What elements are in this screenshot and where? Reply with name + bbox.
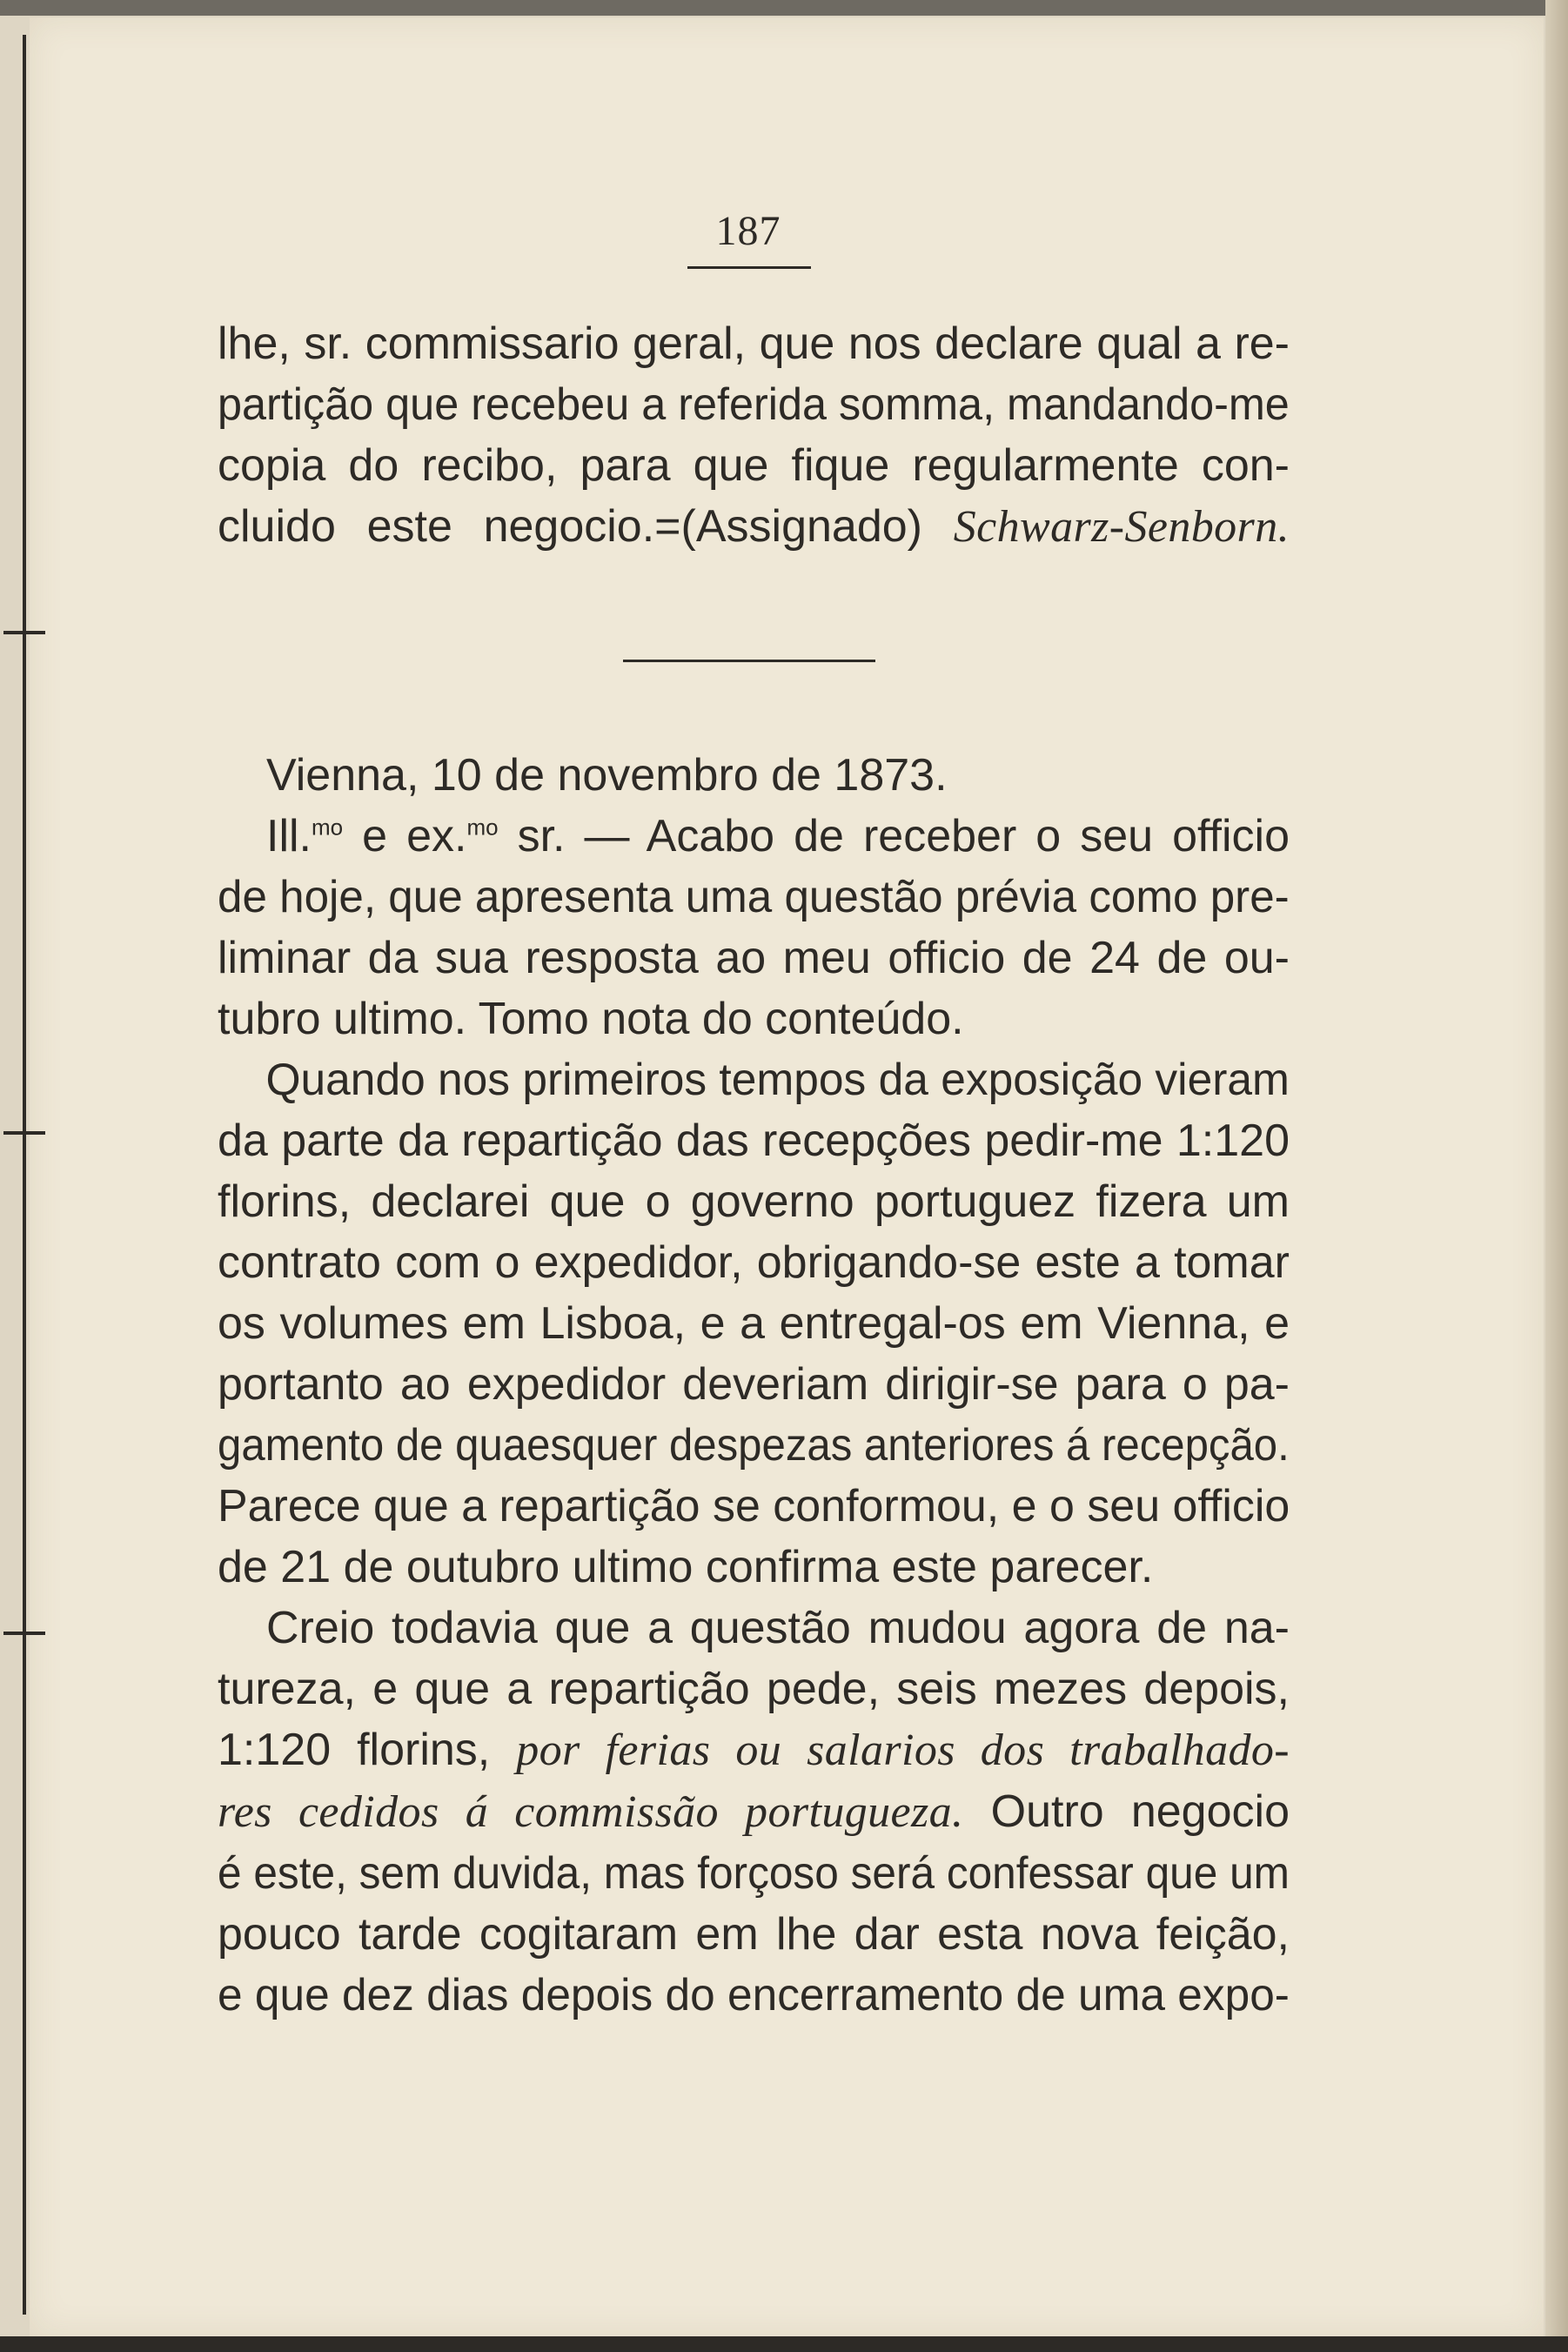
- text-line: Creio todavia que a questão mudou agora de na-: [266, 1603, 1290, 1653]
- binding-mark: [3, 1632, 45, 1635]
- binding-mark: [3, 631, 45, 634]
- text-line: res cedidos á commissão portugueza. Outro negocio: [218, 1786, 1290, 1837]
- binding-line: [23, 35, 26, 2315]
- salutation-line: Ill.$^{mo}$ e ex.$^{mo}$ sr. — Acabo de receber o seu officio: [266, 811, 1290, 861]
- text-line: partição que recebeu a referida somma, mandando-me: [218, 379, 1290, 430]
- text-line: tubro ultimo. Tomo nota do conteúdo.: [218, 994, 964, 1044]
- text-line: tureza, e que a repartição pede, seis mezes depois,: [218, 1664, 1290, 1714]
- page-fore-edge: [1545, 0, 1568, 2352]
- text-line: pouco tarde cogitaram em lhe dar esta nova feição,: [218, 1909, 1290, 1960]
- text-line: de 21 de outubro ultimo confirma este parecer.: [218, 1542, 1154, 1592]
- binding-mark: [3, 1131, 45, 1135]
- dateline: Vienna, 10 de novembro de 1873.: [266, 750, 948, 801]
- scan-bottom-edge: [0, 2336, 1568, 2352]
- text-line: gamento de quaesquer despezas anteriores á recepção.: [218, 1420, 1290, 1471]
- text-line: liminar da sua resposta ao meu officio de 24 de ou-: [218, 933, 1290, 983]
- text-line: 1:120 florins, por ferias ou salarios dos trabalhado-: [218, 1725, 1290, 1775]
- text-line: [218, 496, 1290, 558]
- text-line: Quando nos primeiros tempos da exposição vieram: [265, 1055, 1290, 1105]
- text-line: de hoje, que apresenta uma questão prévia como pre-: [218, 872, 1290, 922]
- section-divider: [623, 660, 875, 662]
- text-line: é este, sem duvida, mas forçoso será confessar que um: [218, 1848, 1290, 1899]
- text-line: da parte da repartição das recepções pedir-me 1:120: [218, 1116, 1290, 1166]
- text-line: florins, declarei que o governo portuguez fizera um: [218, 1176, 1290, 1227]
- text-line: copia do recibo, para que fique regularmente con-: [218, 440, 1290, 491]
- text-line: e que dez dias depois do encerramento de uma expo-: [218, 1970, 1290, 2020]
- signature: Schwarz-Senborn.: [953, 502, 1290, 552]
- scan-top-edge: [0, 0, 1568, 16]
- page-number-rule: [687, 266, 811, 269]
- text-line: lhe, sr. commissario geral, que nos declare qual a re-: [218, 318, 1290, 369]
- closing-text: cluido este negocio.=(Assignado): [218, 501, 954, 552]
- text-line: os volumes em Lisboa, e a entregal-os em Vienna, e: [218, 1298, 1290, 1349]
- letter-ending: [218, 313, 1290, 558]
- text-line: Parece que a repartição se conformou, e o seu officio: [218, 1481, 1290, 1531]
- letter-body: [218, 745, 1290, 2026]
- page-number: 187: [715, 208, 781, 254]
- text-line: portanto ao expedidor deveriam dirigir-se para o pa-: [218, 1359, 1290, 1410]
- text-line: contrato com o expedidor, obrigando-se este a tomar: [218, 1237, 1290, 1288]
